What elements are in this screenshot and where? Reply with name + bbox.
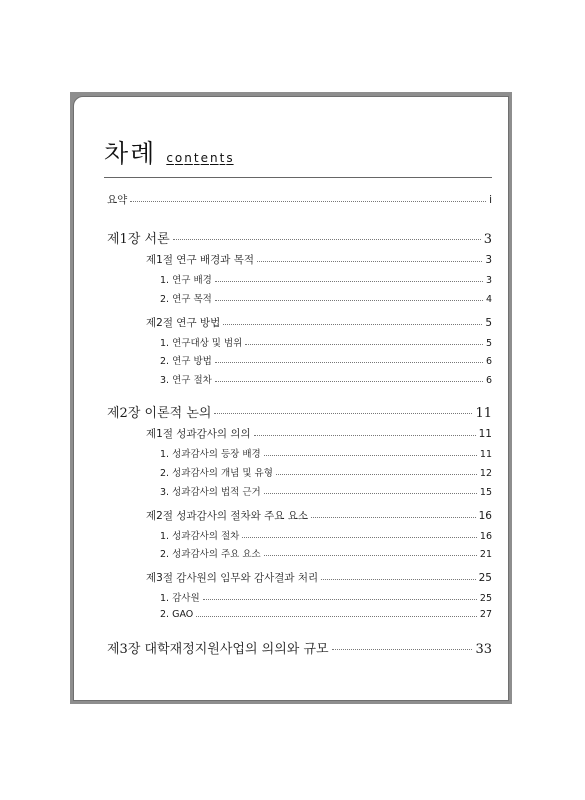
- leader-dots: [214, 413, 472, 414]
- toc-entry-summary[interactable]: [107, 192, 492, 207]
- leader-dots: [245, 344, 483, 345]
- leader-dots: [223, 324, 482, 325]
- toc-title: [104, 134, 235, 170]
- entry-label: 제1절 성과감사의 의의: [146, 428, 251, 440]
- toc-entry-section[interactable]: [146, 426, 492, 441]
- toc-entry-item[interactable]: [160, 546, 492, 560]
- leader-dots: [264, 555, 477, 556]
- leader-dots: [276, 474, 477, 475]
- title-letter: s: [226, 151, 234, 165]
- entry-page: 3: [485, 275, 492, 286]
- leader-dots: [173, 239, 481, 240]
- entry-label: 1. 연구 배경: [160, 275, 212, 286]
- title-letter: c: [166, 151, 174, 165]
- entry-label: 3. 연구 절차: [160, 375, 212, 386]
- leader-dots: [203, 599, 477, 600]
- toc-entry-chapter[interactable]: [107, 228, 492, 247]
- toc-entry-section[interactable]: [146, 570, 492, 585]
- entry-page: 11: [478, 428, 492, 440]
- entry-page: 6: [485, 375, 492, 386]
- entry-page: 4: [485, 294, 492, 305]
- entry-label: 요약: [107, 194, 128, 206]
- leader-dots: [242, 537, 477, 538]
- entry-page: 15: [479, 487, 492, 498]
- toc-title-english: [166, 151, 234, 165]
- leader-dots: [257, 261, 482, 262]
- toc-entry-item[interactable]: [160, 484, 492, 498]
- entry-label: 1. 성과감사의 절차: [160, 531, 240, 542]
- entry-label: 제3장 대학재정지원사업의 의의와 규모: [107, 642, 329, 657]
- entry-page: i: [489, 194, 492, 206]
- toc-entry-item[interactable]: [160, 335, 492, 349]
- entry-label: 제3절 감사원의 임무와 감사결과 처리: [146, 572, 319, 584]
- toc-entry-item[interactable]: [160, 272, 492, 286]
- entry-page: 3: [483, 232, 492, 247]
- entry-label: 2. 연구 방법: [160, 356, 212, 367]
- leader-dots: [215, 381, 483, 382]
- title-letter: n: [184, 151, 193, 165]
- toc-entry-section[interactable]: [146, 508, 492, 523]
- toc-entry-section[interactable]: [146, 315, 492, 330]
- title-letter: e: [200, 151, 209, 165]
- leader-dots: [215, 362, 483, 363]
- leader-dots: [254, 435, 476, 436]
- toc-entry-item[interactable]: [160, 372, 492, 386]
- entry-page: 5: [485, 338, 492, 349]
- entry-label: 2. 성과감사의 개념 및 유형: [160, 468, 273, 479]
- entry-page: 16: [478, 510, 492, 522]
- entry-page: 3: [485, 254, 492, 266]
- title-letter: t: [219, 151, 226, 165]
- entry-label: 제2절 연구 방법: [146, 317, 221, 329]
- leader-dots: [321, 579, 475, 580]
- entry-page: 11: [479, 449, 492, 460]
- entry-label: 2. 연구 목적: [160, 294, 212, 305]
- toc-entry-item[interactable]: [160, 590, 492, 604]
- toc-entry-item[interactable]: [160, 609, 492, 620]
- toc-entry-item[interactable]: [160, 353, 492, 367]
- toc-entry-chapter[interactable]: [107, 638, 492, 657]
- title-divider: [104, 177, 492, 178]
- entry-label: 1. 연구대상 및 범위: [160, 338, 243, 349]
- entry-label: 1. 감사원: [160, 593, 200, 604]
- title-letter: t: [193, 151, 200, 165]
- leader-dots: [264, 455, 477, 456]
- toc-entry-chapter[interactable]: [107, 402, 492, 421]
- toc-entry-section[interactable]: [146, 252, 492, 267]
- entry-page: 25: [479, 593, 492, 604]
- leader-dots: [311, 517, 476, 518]
- entry-page: 25: [478, 572, 492, 584]
- leader-dots: [196, 616, 477, 617]
- title-letter: n: [209, 151, 219, 165]
- entry-page: 12: [479, 468, 492, 479]
- entry-label: 2. 성과감사의 주요 요소: [160, 549, 261, 560]
- entry-label: 제2장 이론적 논의: [107, 406, 212, 421]
- toc-entry-item[interactable]: [160, 446, 492, 460]
- entry-page: 27: [479, 609, 492, 620]
- entry-page: 21: [479, 549, 492, 560]
- leader-dots: [215, 281, 483, 282]
- toc-title-korean: 차례: [104, 139, 157, 168]
- leader-dots: [130, 201, 486, 202]
- leader-dots: [215, 300, 483, 301]
- entry-page: 16: [479, 531, 492, 542]
- leader-dots: [264, 493, 477, 494]
- entry-label: 2. GAO: [160, 609, 194, 620]
- entry-label: 제1절 연구 배경과 목적: [146, 254, 254, 266]
- leader-dots: [332, 649, 473, 650]
- entry-page: 5: [485, 317, 492, 329]
- toc-entry-item[interactable]: [160, 291, 492, 305]
- entry-page: 33: [475, 642, 492, 657]
- title-letter: o: [174, 151, 184, 165]
- entry-label: 제2절 성과감사의 절차와 주요 요소: [146, 510, 309, 522]
- toc-entry-item[interactable]: [160, 528, 492, 542]
- toc-entry-item[interactable]: [160, 465, 492, 479]
- entry-label: 3. 성과감사의 법적 근거: [160, 487, 261, 498]
- entry-label: 제1장 서론: [107, 232, 170, 247]
- entry-page: 6: [485, 356, 492, 367]
- entry-label: 1. 성과감사의 등장 배경: [160, 449, 261, 460]
- entry-page: 11: [475, 406, 492, 421]
